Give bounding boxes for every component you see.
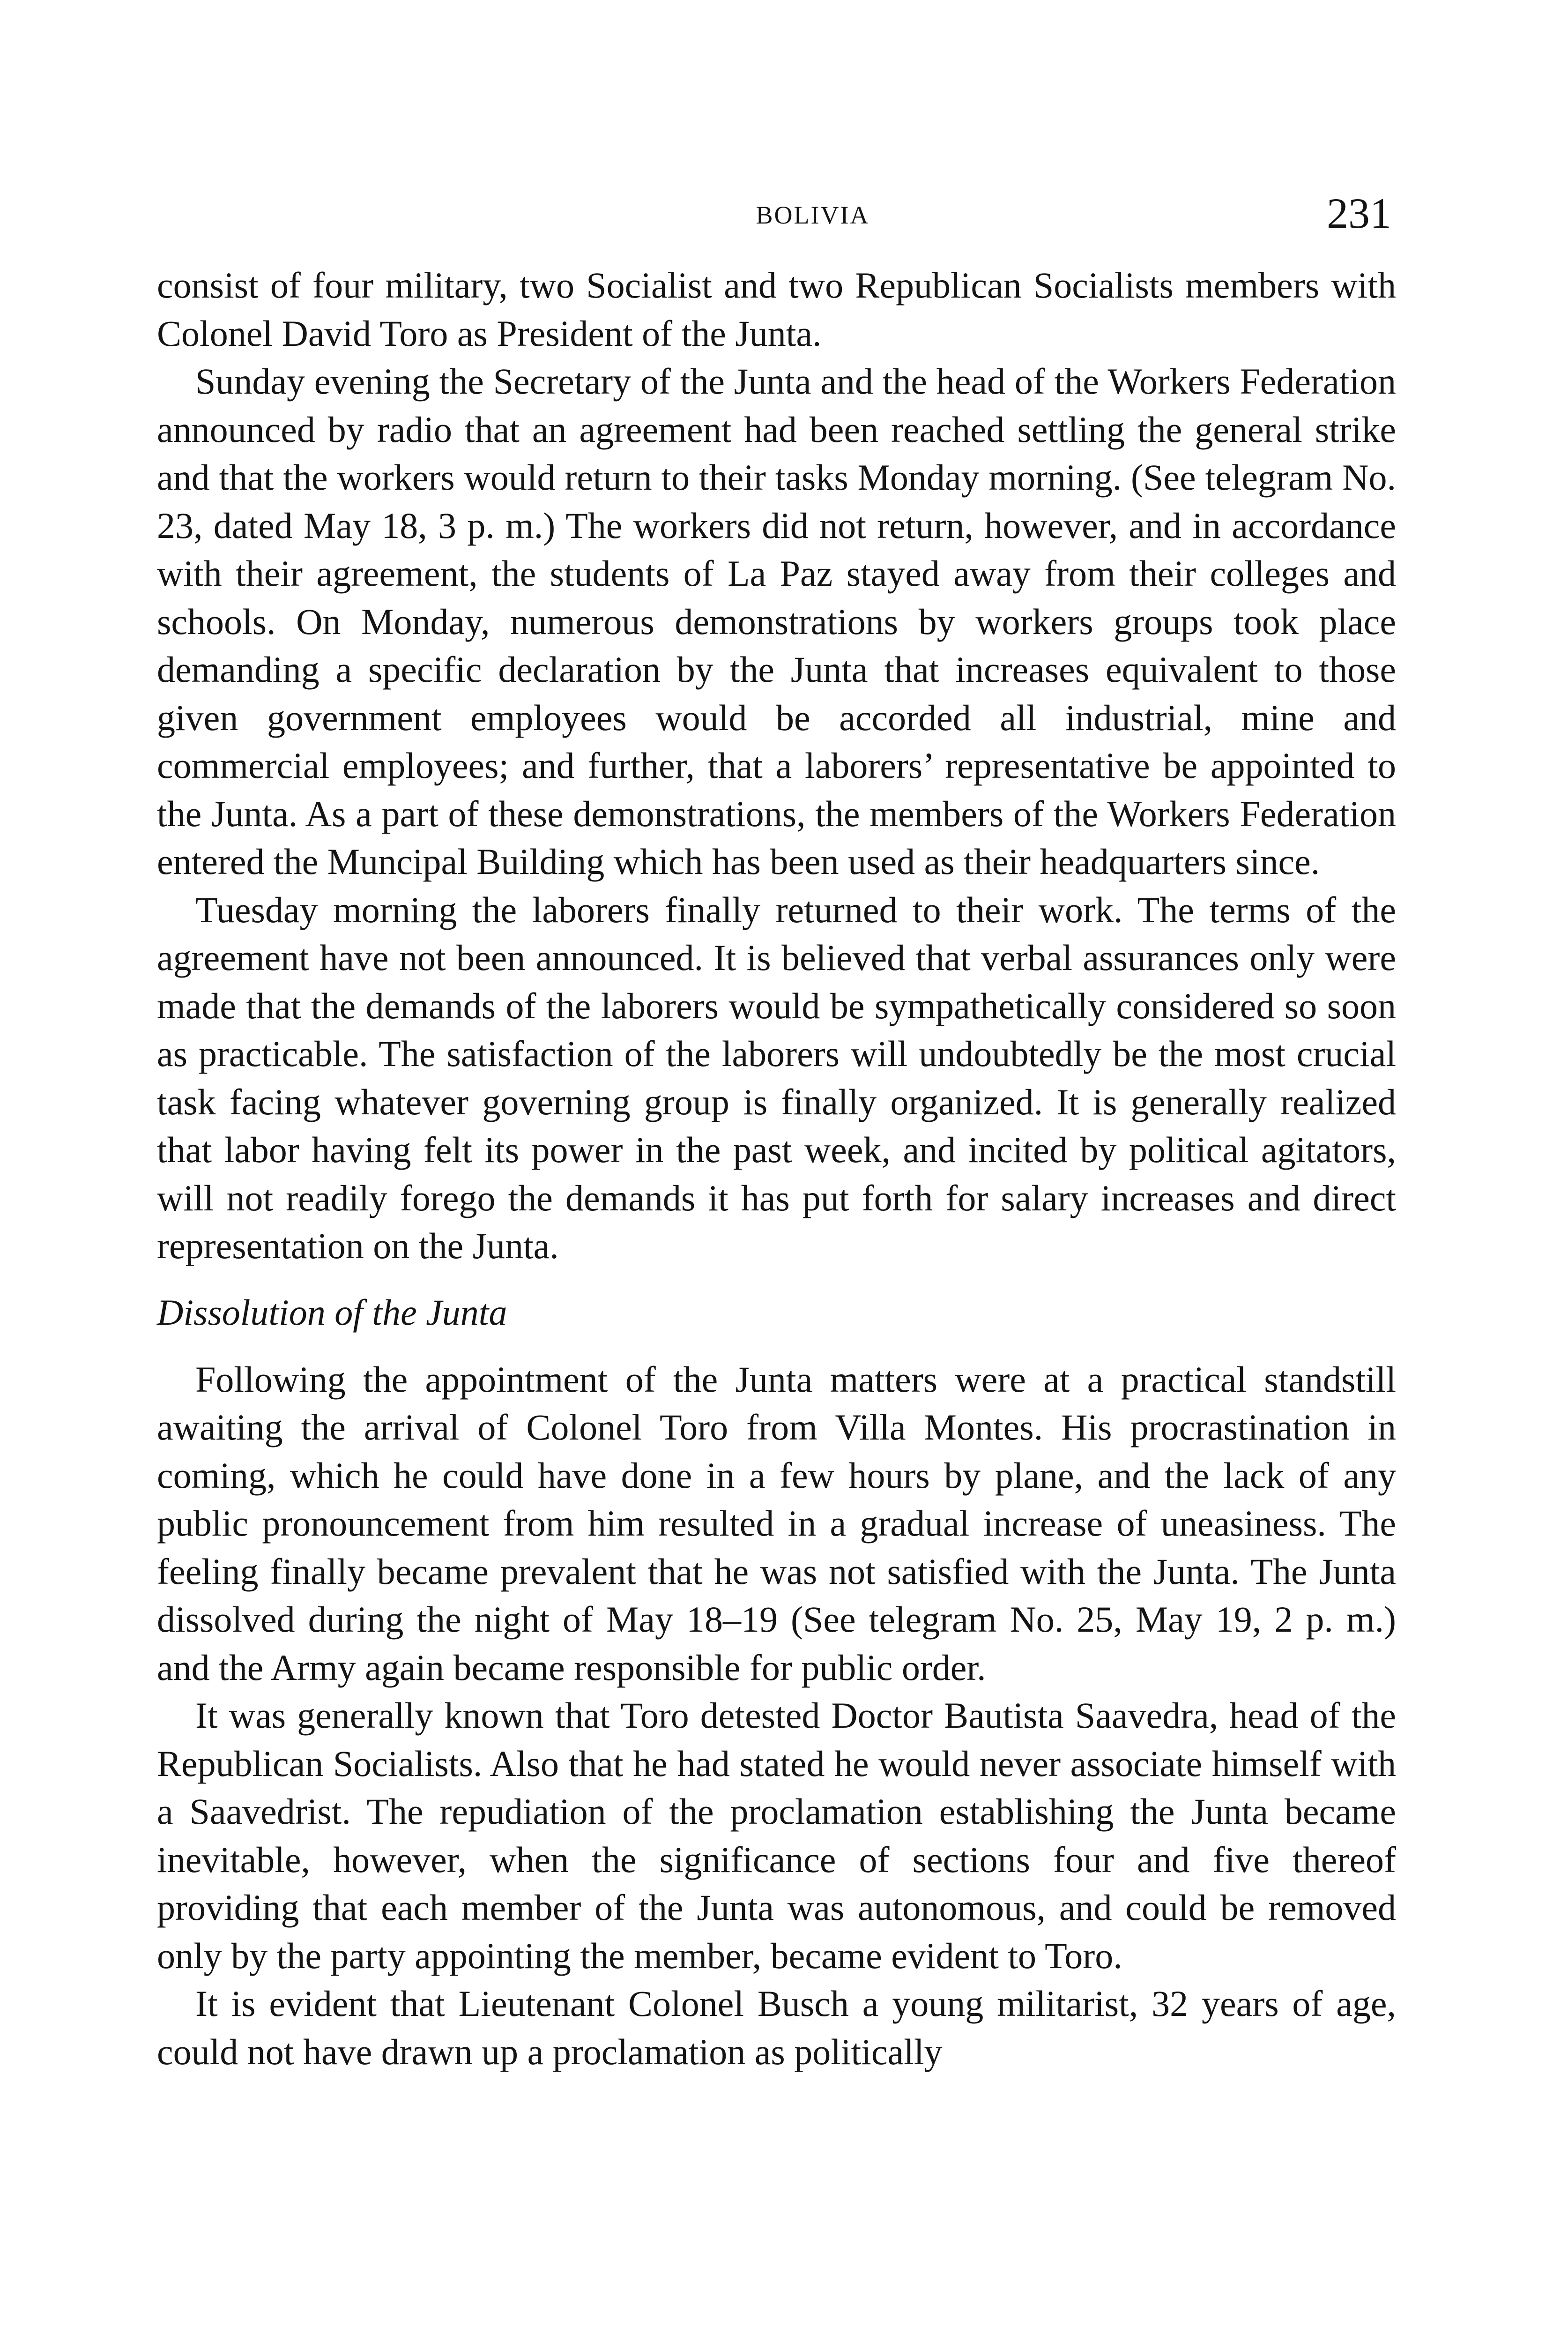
body-text — [157, 261, 1396, 2076]
running-header-title: BOLIVIA — [756, 201, 870, 229]
paragraph-busch: It is evident that Lieutenant Colonel Busch a young militarist, 32 years of age, could not have drawn up a proclamation as politically — [157, 1983, 1396, 2072]
running-header — [157, 190, 1396, 246]
paragraph-junta-standstill: Following the appointment of the Junta matters were at a practical standstill awaiting the arrival of Colonel Toro from Villa Montes. His procrastination in coming, which he could have done in a few hours by plane, and the lack of any public pronouncement from him resulted in a gradual increase of uneasiness. The feeling finally became prevalent that he was not satisfied with the Junta. The Junta dissolved during the night of May 18–19 (See telegram No. 25, May 19, 2 p. m.) and the Army again became responsible for public order. — [157, 1358, 1396, 1688]
page-number: 231 — [1327, 189, 1391, 237]
paragraph-continuation: consist of four military, two Socialist and two Republican Socialists members with Colonel David Toro as President of the Junta. — [157, 265, 1396, 354]
paragraph-toro-saavedra: It was generally known that Toro detested Doctor Bautista Saavedra, head of the Republican Socialists. Also that he had stated he would never associate himself with a Saavedrist. The repudiation of the proclamation establishing the Junta became inevitable, however, when the significance of sections four and five thereof providing that each member of the Junta was autonomous, and could be removed only by the party appointing the member, became evident to Toro. — [157, 1695, 1396, 1976]
section-heading: Dissolution of the Junta — [157, 1291, 507, 1333]
paragraph-laborers-return: Tuesday morning the laborers finally returned to their work. The terms of the agreement have not been announced. It is believed that verbal assurances only were made that the demands of the laborers would be sympathetically considered so soon as practicable. The satisfaction of the laborers will undoubtedly be the most crucial task facing whatever governing group is finally organized. It is generally realized that labor having felt its power in the past week, and incited by political agitators, will not readily forego the demands it has put forth for salary increases and direct representation on the Junta. — [157, 889, 1396, 1266]
paragraph-general-strike: Sunday evening the Secretary of the Junta and the head of the Workers Federation announced by radio that an agreement had been reached settling the general strike and that the workers would return to their tasks Monday morning. (See telegram No. 23, dated May 18, 3 p. m.) The workers did not return, however, and in accordance with their agreement, the students of La Paz stayed away from their colleges and schools. On Monday, numerous demonstrations by workers groups took place demanding a specific declaration by the Junta that increases equivalent to those given government employees would be accorded all industrial, mine and commercial employees; and further, that a laborers’ representative be appointed to the Junta. As a part of these demonstrations, the members of the Workers Federation entered the Muncipal Building which has been used as their headquarters since. — [157, 361, 1396, 882]
